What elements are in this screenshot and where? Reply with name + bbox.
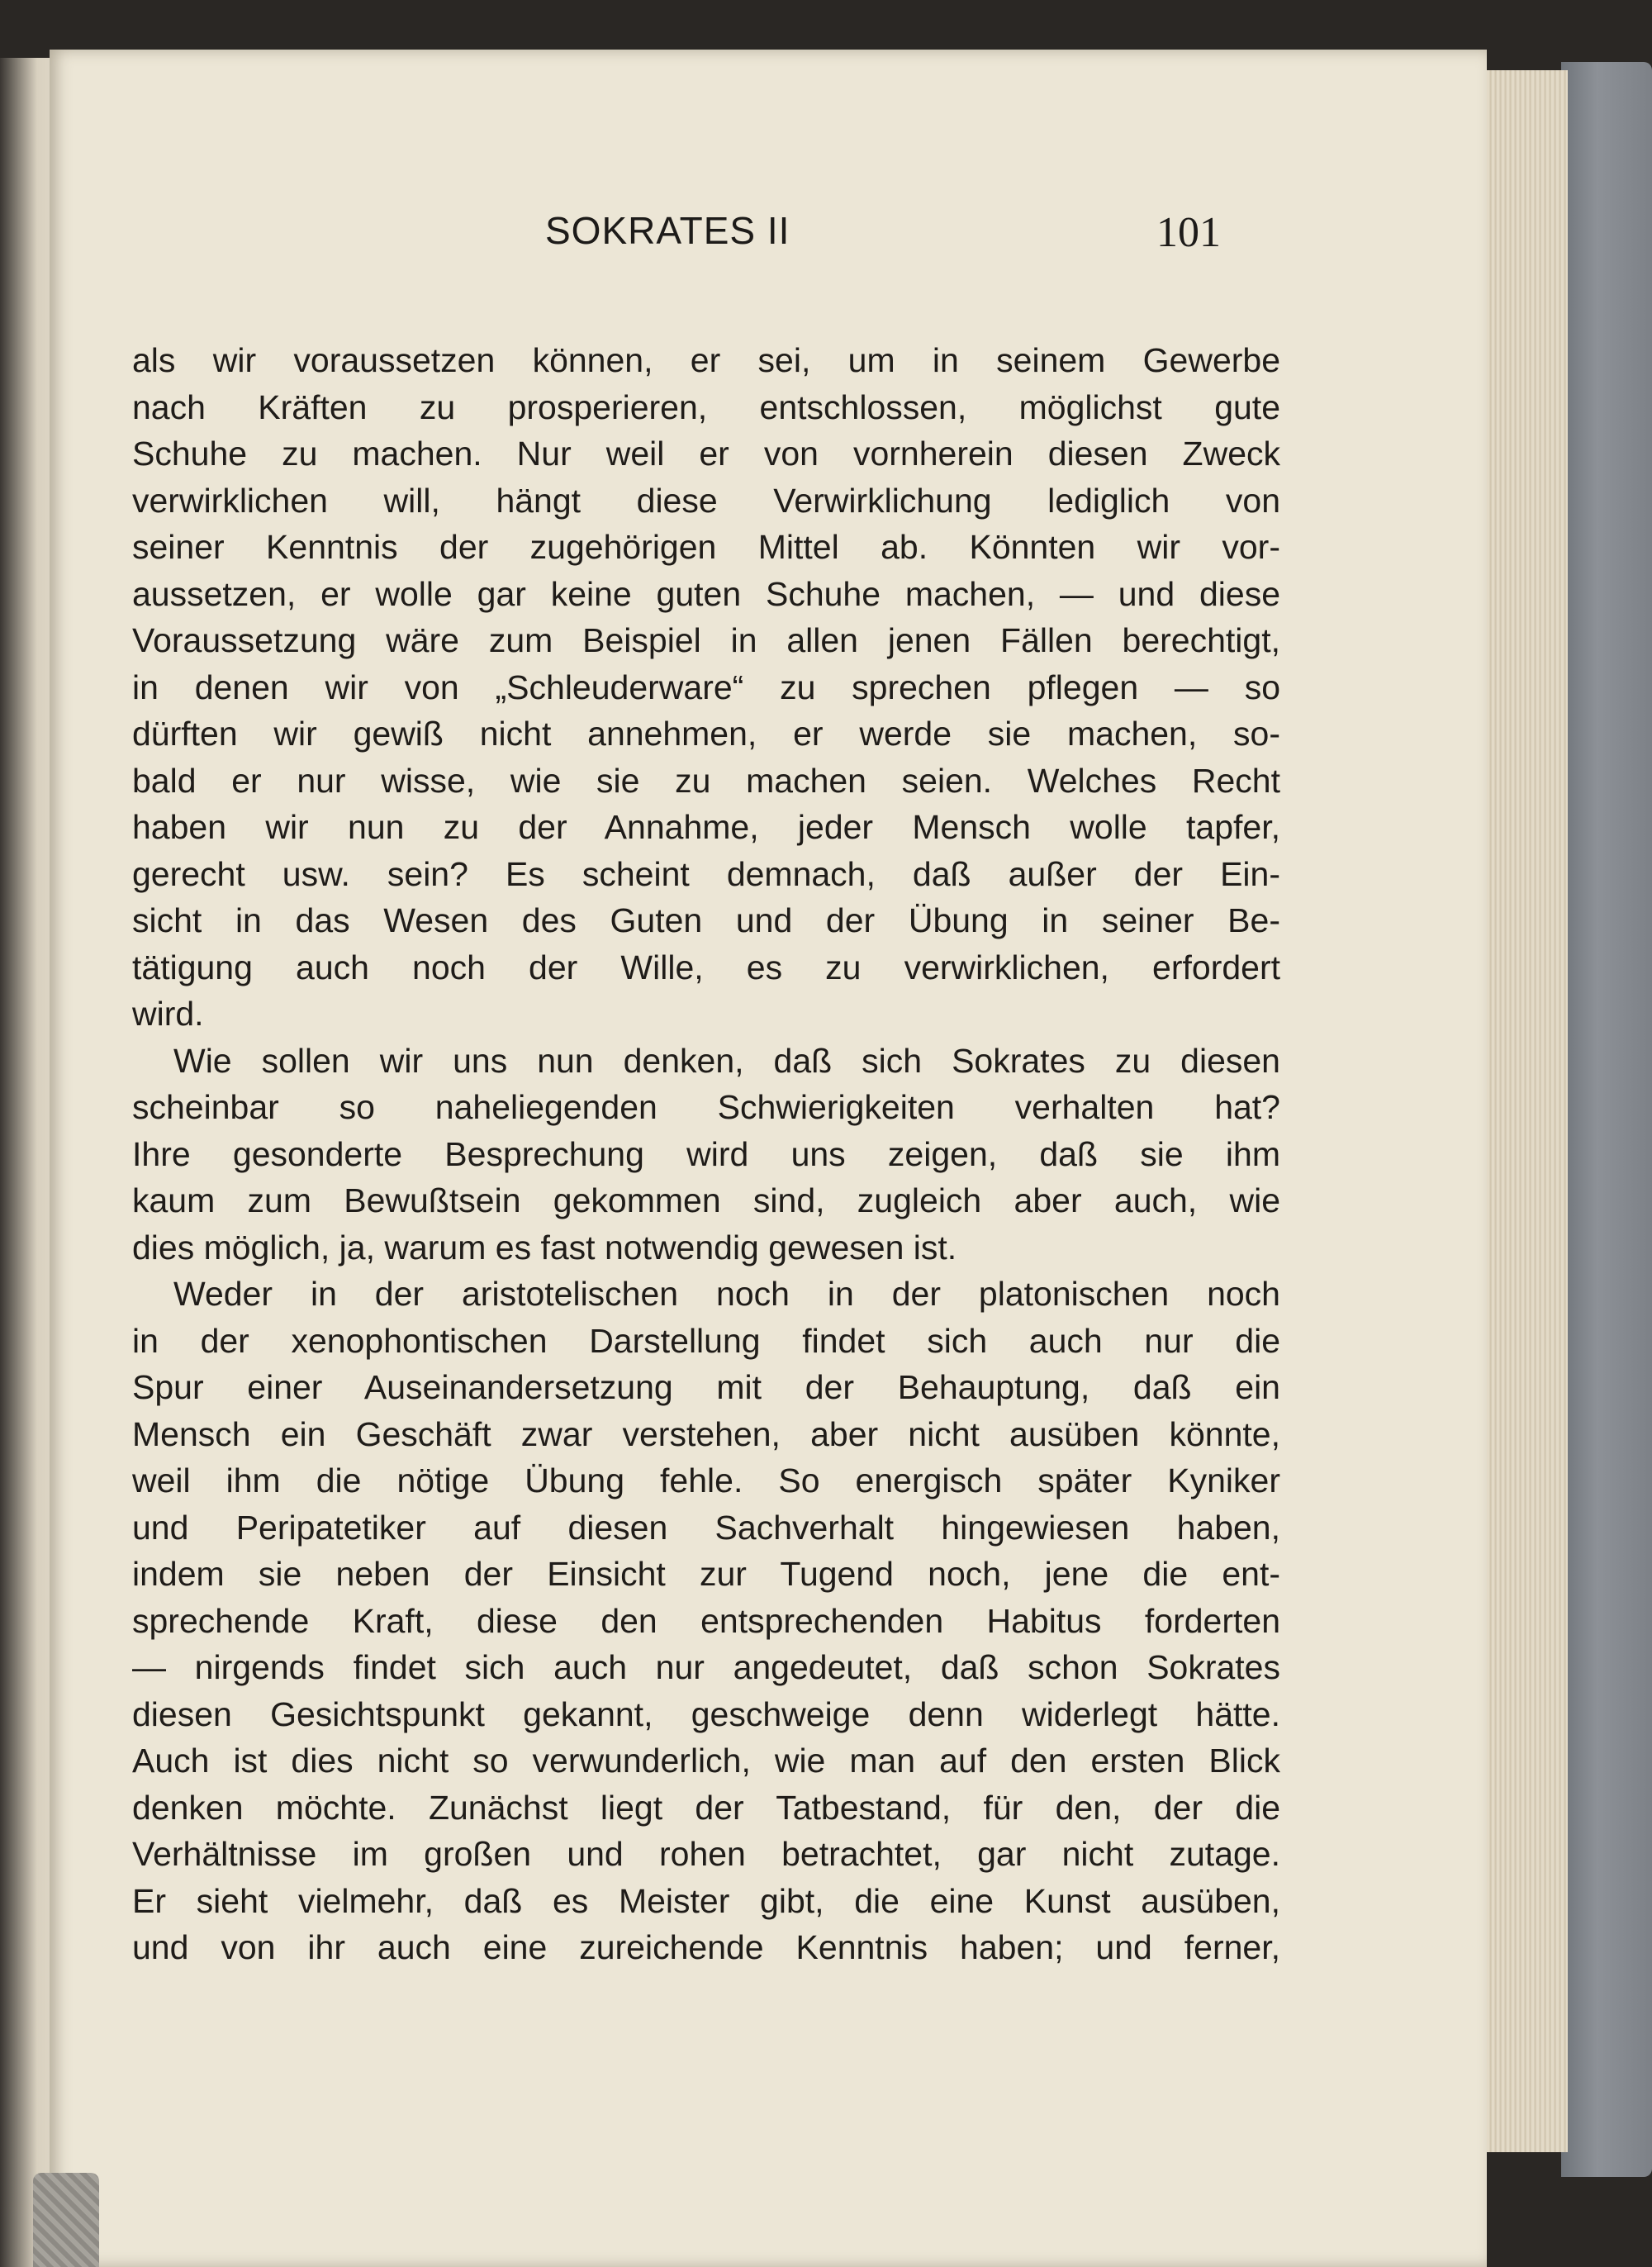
text-line: bald er nur wisse, wie sie zu machen seien. Welches Recht <box>132 761 1280 800</box>
running-title: SOKRATES II <box>545 209 790 252</box>
book-page <box>50 50 1487 2267</box>
text-line: in denen wir von „Schleuderware“ zu sprechen pflegen — so <box>132 668 1280 706</box>
text-line: in der xenophontischen Darstellung findet sich auch nur die <box>132 1321 1280 1360</box>
text-line: Auch ist dies nicht so verwunderlich, wie man auf den ersten Blick <box>132 1742 1280 1780</box>
text-line: Er sieht vielmehr, daß es Meister gibt, die eine Kunst ausüben, <box>132 1881 1280 1920</box>
text-line: Weder in der aristotelischen noch in der platonischen noch <box>173 1275 1280 1313</box>
text-line: diesen Gesichtspunkt gekannt, geschweige denn widerlegt hätte. <box>132 1694 1280 1733</box>
text-line: indem sie neben der Einsicht zur Tugend noch, jene die ent- <box>132 1555 1280 1593</box>
text-line: aussetzen, er wolle gar keine guten Schuhe machen, — und diese <box>132 574 1280 613</box>
text-line: sprechende Kraft, diese den entsprechenden Habitus forderten <box>132 1601 1280 1640</box>
text-line: Verhältnisse im großen und rohen betrachtet, gar nicht zutage. <box>132 1835 1280 1873</box>
text-line: seiner Kenntnis der zugehörigen Mittel ab. Könnten wir vor- <box>132 528 1280 566</box>
page-header <box>50 208 1487 274</box>
text-line: denken möchte. Zunächst liegt der Tatbestand, für den, der die <box>132 1788 1280 1827</box>
text-line: scheinbar so naheliegenden Schwierigkeiten verhalten hat? <box>132 1088 1280 1126</box>
text-line: Schuhe zu machen. Nur weil er von vornherein diesen Zweck <box>132 435 1280 473</box>
text-line: nach Kräften zu prosperieren, entschlossen, möglichst gute <box>132 387 1280 426</box>
text-line: Ihre gesonderte Besprechung wird uns zeigen, daß sie ihm <box>132 1134 1280 1173</box>
text-line: Voraussetzung wäre zum Beispiel in allen jenen Fällen berechtigt, <box>132 621 1280 659</box>
text-line: gerecht usw. sein? Es scheint demnach, daß außer der Ein- <box>132 854 1280 893</box>
text-line: als wir voraussetzen können, er sei, um in seinem Gewerbe <box>132 341 1280 379</box>
page-number: 101 <box>1156 209 1221 256</box>
text-line: haben wir nun zu der Annahme, jeder Mensch wolle tapfer, <box>132 808 1280 846</box>
body-text <box>132 337 1280 1971</box>
text-line: sicht in das Wesen des Guten und der Übung in seiner Be- <box>132 901 1280 939</box>
text-line: verwirklichen will, hängt diese Verwirklichung lediglich von <box>132 481 1280 520</box>
text-line: dies möglich, ja, warum es fast notwendig gewesen ist. <box>132 1228 957 1267</box>
text-line: tätigung auch noch der Wille, es zu verwirklichen, erfordert <box>132 948 1280 986</box>
text-line: Spur einer Auseinandersetzung mit der Behauptung, daß ein <box>132 1368 1280 1406</box>
book-cover-edge <box>1561 62 1652 2177</box>
text-line: und von ihr auch eine zureichende Kenntnis haben; und ferner, <box>132 1928 1280 1966</box>
text-line: dürften wir gewiß nicht annehmen, er werde sie machen, so- <box>132 715 1280 753</box>
text-line: — nirgends findet sich auch nur angedeutet, daß schon Sokrates <box>132 1648 1280 1686</box>
text-line: kaum zum Bewußtsein gekommen sind, zugleich aber auch, wie <box>132 1181 1280 1219</box>
bookmark-ribbon <box>33 2173 99 2267</box>
text-line: Wie sollen wir uns nun denken, daß sich Sokrates zu diesen <box>173 1041 1280 1080</box>
text-line: wird. <box>132 995 204 1033</box>
text-line: und Peripatetiker auf diesen Sachverhalt hingewiesen haben, <box>132 1508 1280 1547</box>
text-line: Mensch ein Geschäft zwar verstehen, aber nicht ausüben könnte, <box>132 1414 1280 1453</box>
text-line: weil ihm die nötige Übung fehle. So energisch später Kyniker <box>132 1461 1280 1499</box>
page-block-edge <box>1477 70 1568 2152</box>
